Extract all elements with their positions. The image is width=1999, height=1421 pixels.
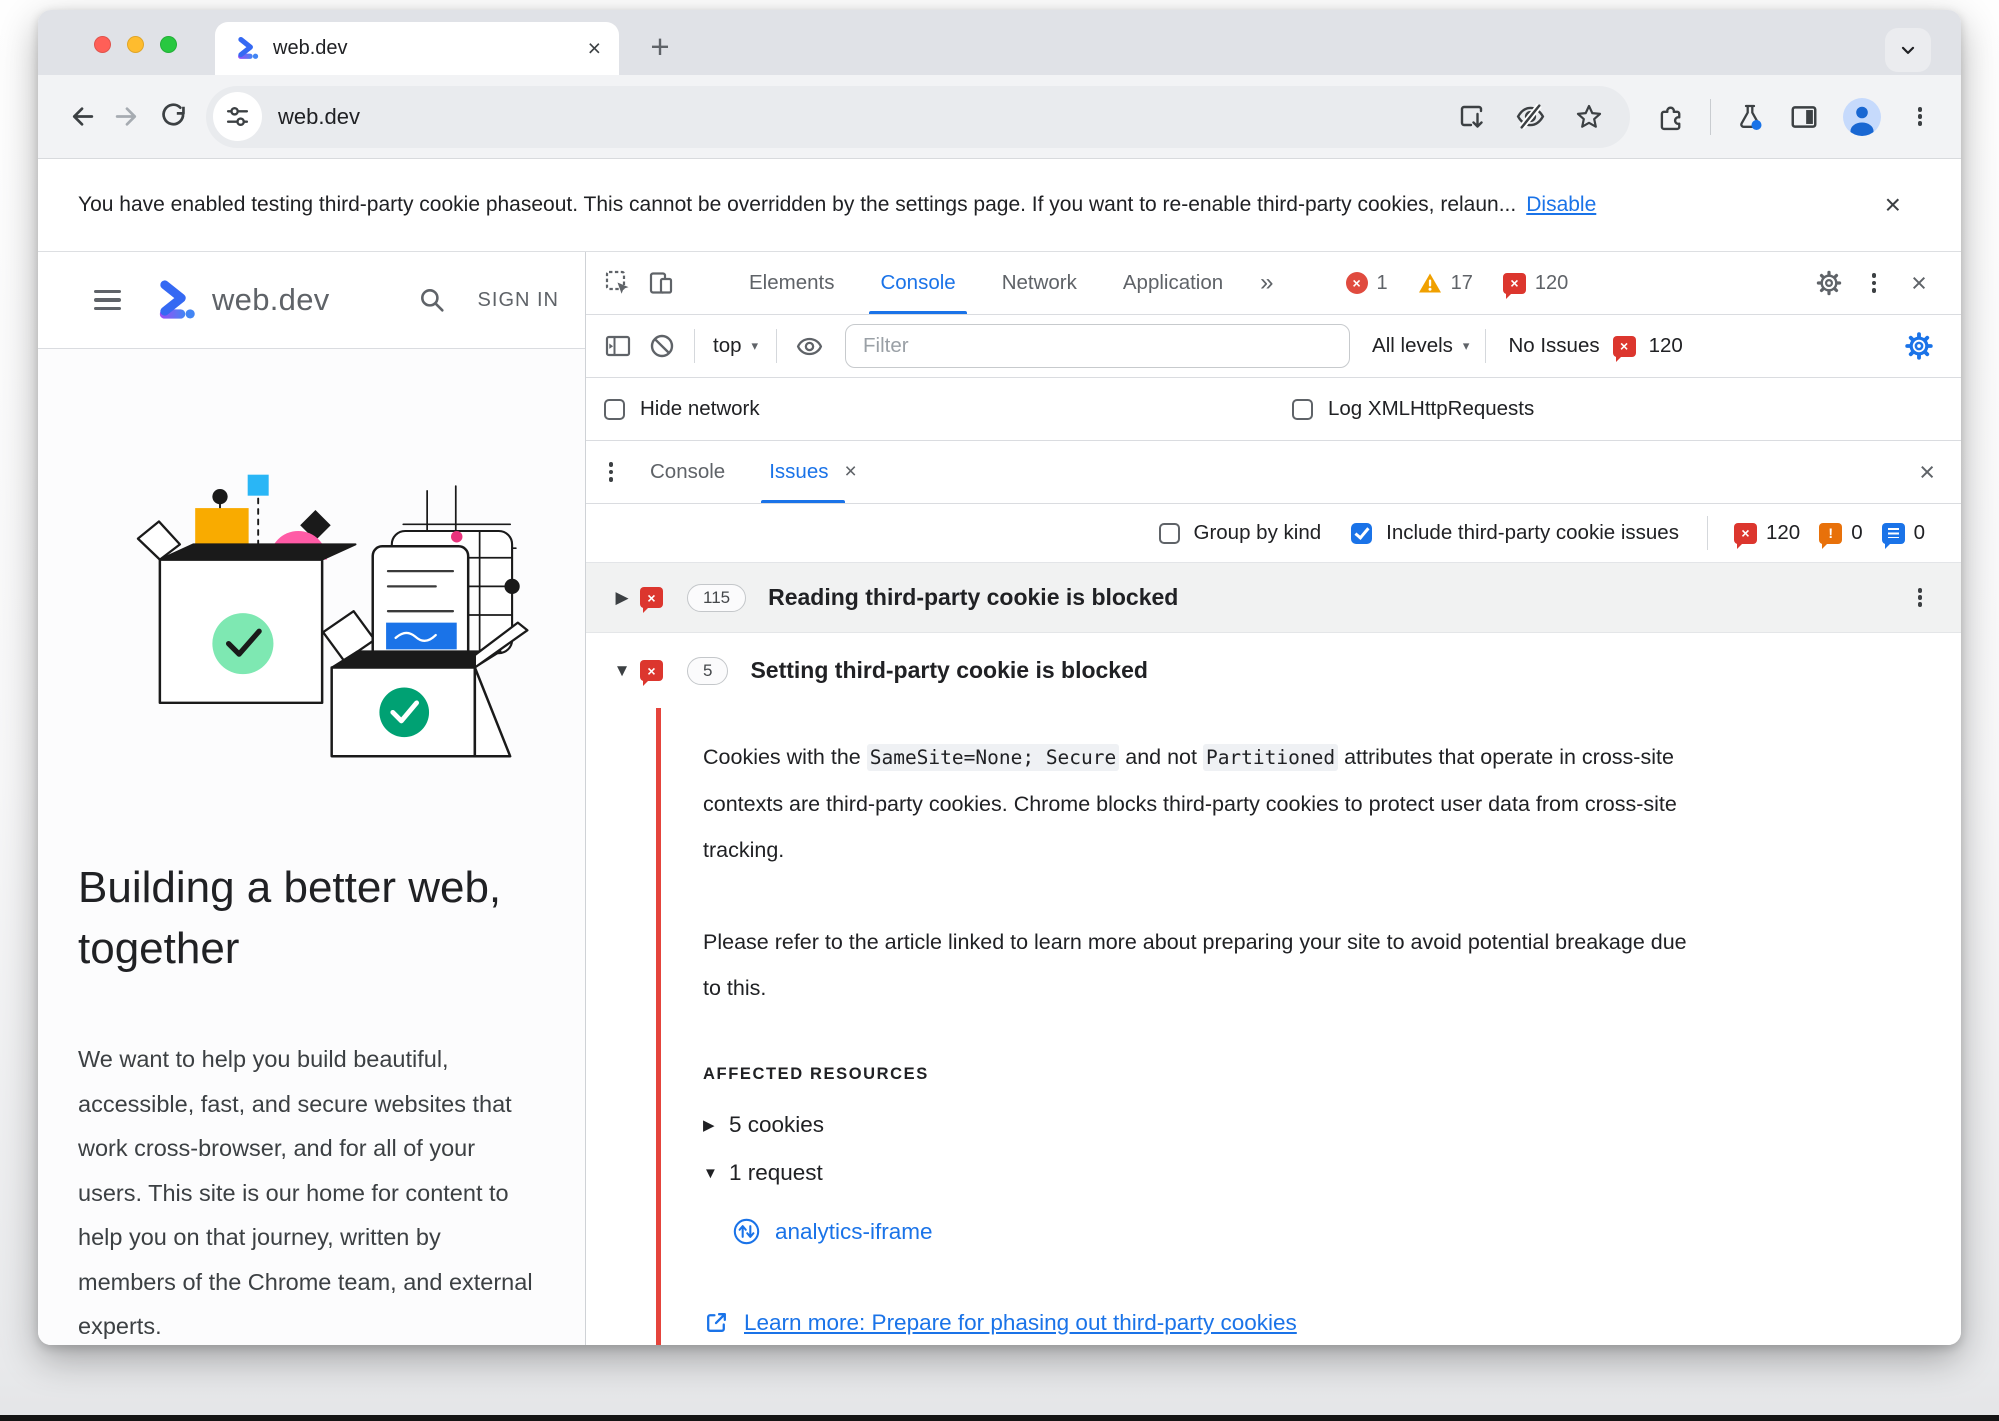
issues-count[interactable]: 120 [1534, 271, 1569, 294]
site-header [38, 252, 585, 349]
sign-in-button[interactable]: SIGN IN [477, 288, 559, 311]
issue-count-pill: 115 [687, 584, 746, 612]
issue-count-badges [1734, 521, 1925, 545]
issue-error-icon: × [640, 587, 663, 608]
toolbar-divider [1710, 99, 1711, 135]
network-request-icon [731, 1216, 762, 1247]
hide-network-checkbox[interactable] [604, 399, 625, 420]
issues-toolbar [586, 504, 1961, 563]
eye-off-tracking-icon[interactable] [1515, 101, 1546, 132]
affected-resources-heading: AFFECTED RESOURCES [703, 1065, 929, 1083]
tab-close-icon[interactable]: × [587, 35, 601, 61]
drawer-tab-bar [586, 441, 1961, 504]
issue-error-icon: × [640, 660, 663, 681]
console-filter-input[interactable] [845, 324, 1350, 368]
request-link-row[interactable] [731, 1216, 1921, 1247]
reload-button[interactable] [150, 94, 196, 140]
info-badge-icon [1882, 523, 1905, 544]
tab-application[interactable]: Application [1122, 271, 1224, 294]
tab-elements[interactable]: Elements [749, 271, 835, 294]
external-link-icon [703, 1309, 730, 1336]
side-panel-icon[interactable] [1789, 102, 1819, 132]
issues-badge-icon: × [1613, 336, 1636, 357]
browser-window [38, 10, 1961, 1345]
warning-badge-count: 0 [1851, 521, 1863, 544]
url-text[interactable]: web.dev [278, 103, 360, 129]
log-xhr-checkbox[interactable] [1292, 399, 1313, 420]
tree-expanded-icon[interactable]: ▼ [703, 1164, 718, 1182]
devtools-toolbar-right [1807, 261, 1941, 305]
forward-button[interactable] [104, 94, 150, 140]
warning-count-icon[interactable] [1418, 272, 1442, 294]
webdev-logo-icon[interactable] [151, 277, 198, 324]
browser-toolbar [38, 75, 1961, 159]
console-settings-row [586, 378, 1961, 441]
bookmark-star-icon[interactable] [1574, 102, 1604, 132]
maximize-window-button[interactable] [160, 36, 177, 53]
search-icon[interactable] [418, 286, 446, 314]
minimize-window-button[interactable] [127, 36, 144, 53]
drawer-tab-issues-label: Issues [769, 460, 829, 483]
address-bar[interactable] [206, 86, 1630, 148]
context-value: top [713, 334, 742, 357]
console-sidebar-icon[interactable] [596, 324, 640, 368]
close-window-button[interactable] [94, 36, 111, 53]
issue-count-pill: 5 [687, 657, 728, 685]
devtools-menu-kebab-icon[interactable] [1859, 261, 1889, 305]
issues-status-count: 120 [1648, 334, 1683, 357]
live-expression-eye-icon[interactable] [787, 324, 831, 368]
infobar-message: You have enabled testing third-party cookie phaseout. This cannot be overridden by the settings page. If you want to re-enable third-party cookies, relaun... [78, 193, 1517, 216]
issue-row-kebab-icon[interactable] [1905, 585, 1935, 610]
inspect-element-icon[interactable] [596, 261, 640, 305]
clear-console-icon[interactable] [640, 324, 684, 368]
console-settings-gear-icon[interactable] [1897, 324, 1941, 368]
new-tab-button[interactable]: + [650, 28, 670, 65]
learn-more-row[interactable] [703, 1309, 1921, 1336]
warning-badge-icon: ! [1819, 523, 1842, 544]
brand-name[interactable]: web.dev [212, 282, 330, 317]
issue-row-setting-cookie[interactable] [586, 633, 1961, 708]
page-paragraph: We want to help you build beautiful, accessible, fast, and secure websites that work cross-browser, and for all of your users. This site is our home for content to help you on that journey, written by members of the Chrome team, and external experts. [78, 1046, 533, 1339]
issue-description [703, 734, 1688, 873]
webdev-favicon-icon [233, 35, 260, 62]
drawer-close-icon[interactable]: × [1919, 456, 1935, 487]
tab-strip [38, 10, 1961, 75]
tree-collapsed-icon[interactable]: ▶ [703, 1117, 715, 1134]
more-tabs-icon[interactable]: » [1260, 269, 1276, 296]
code-partitioned: Partitioned [1203, 744, 1338, 771]
infobar-close-icon[interactable]: × [1884, 189, 1901, 220]
cookies-tree-row[interactable] [703, 1112, 1921, 1138]
infobar [38, 159, 1961, 252]
hide-network-label: Hide network [640, 397, 760, 420]
devtools-panel [586, 252, 1961, 1345]
drawer-tab-console[interactable]: Console [650, 460, 726, 483]
devtools-tabs [726, 252, 1290, 314]
extensions-puzzle-icon[interactable] [1656, 102, 1686, 132]
levels-value: All levels [1372, 334, 1453, 357]
issue-detail [656, 708, 1961, 1345]
code-samesite: SameSite=None; Secure [867, 744, 1120, 771]
caret-down-icon: ▾ [751, 338, 759, 353]
issues-count-icon[interactable]: × [1503, 273, 1526, 294]
learn-more-link[interactable]: Learn more: Prepare for phasing out third-party cookies [744, 1309, 1297, 1335]
console-toolbar [586, 315, 1961, 378]
expand-caret-icon[interactable]: ▶ [615, 587, 629, 607]
settings-gear-icon[interactable] [1807, 261, 1851, 305]
webdev-page [38, 252, 586, 1345]
issue-row-reading-cookie[interactable] [586, 563, 1961, 633]
tab-title: web.dev [273, 37, 348, 59]
download-icon[interactable] [1457, 102, 1487, 132]
devtools-status-counters [1346, 272, 1569, 295]
issues-status-label: No Issues [1508, 334, 1600, 357]
group-by-kind-option[interactable] [1159, 521, 1322, 545]
description-text: attributes that operate in cross-site contexts are third-party cookies. Chrome blocks third-party cookies to protect user data from cross-site tracking. [703, 745, 1677, 862]
tab-console[interactable]: Console [857, 252, 978, 314]
traffic-lights [94, 36, 177, 53]
info-badge-count: 0 [1913, 521, 1925, 544]
request-tree-row[interactable] [703, 1160, 1921, 1186]
include-third-party-checkbox[interactable] [1351, 523, 1372, 544]
back-button[interactable] [58, 94, 104, 140]
infobar-disable-link[interactable]: Disable [1526, 193, 1597, 216]
profile-avatar[interactable] [1843, 98, 1881, 136]
drawer-tab-issues[interactable] [747, 441, 879, 503]
description-text: and not [1119, 745, 1203, 769]
issue-title[interactable]: Setting third-party cookie is blocked [750, 657, 1148, 683]
log-xhr-option[interactable] [1292, 397, 1534, 421]
cookies-row-label[interactable]: 5 cookies [729, 1112, 825, 1137]
hamburger-menu-icon[interactable] [94, 285, 121, 315]
tune-icon [225, 104, 250, 129]
warning-count[interactable]: 17 [1450, 271, 1473, 294]
hero-illustration [136, 469, 556, 761]
tab-network[interactable]: Network [1001, 271, 1077, 294]
toolbar-extensions-area [1644, 98, 1947, 136]
hide-network-option[interactable] [604, 397, 1292, 421]
devtools-toolbar [586, 252, 1961, 315]
drawer-menu-kebab-icon[interactable] [594, 450, 628, 494]
caret-down-icon: ▾ [1462, 338, 1470, 353]
device-toolbar-icon[interactable] [640, 261, 684, 305]
hero-section [38, 349, 585, 1345]
omnibox-actions [1457, 101, 1604, 132]
request-link[interactable]: analytics-iframe [775, 1218, 933, 1244]
include-third-party-option[interactable] [1351, 521, 1679, 545]
issues-status[interactable] [1502, 334, 1688, 358]
include-third-party-label: Include third-party cookie issues [1386, 521, 1679, 544]
screen-edge [0, 1415, 1999, 1421]
drawer-tab-close-icon[interactable]: × [844, 460, 857, 483]
error-count[interactable]: 1 [1376, 271, 1388, 294]
group-by-kind-label: Group by kind [1193, 521, 1322, 544]
context-selector[interactable] [705, 334, 766, 358]
error-badge-count: 120 [1765, 521, 1801, 544]
page-headline: Building a better web, together [78, 863, 502, 973]
tab-search-button[interactable] [1885, 28, 1931, 72]
browser-menu-kebab-icon[interactable] [1905, 104, 1935, 129]
devtools-close-icon[interactable]: × [1911, 267, 1927, 298]
error-count-icon[interactable]: × [1346, 272, 1368, 294]
group-by-kind-checkbox[interactable] [1159, 523, 1180, 544]
issue-description-2: Please refer to the article linked to learn more about preparing your site to avoid potential breakage due to this. [703, 930, 1687, 1000]
collapse-caret-icon[interactable]: ▼ [613, 660, 631, 680]
site-settings-button[interactable] [213, 92, 262, 141]
log-xhr-label: Log XMLHttpRequests [1328, 397, 1535, 420]
description-text: Cookies with the [703, 745, 867, 769]
log-levels-selector[interactable] [1372, 334, 1469, 358]
chevron-down-icon [1898, 40, 1918, 60]
error-badge-icon: × [1734, 523, 1757, 544]
experiments-flask-icon[interactable] [1735, 102, 1765, 132]
browser-tab[interactable] [215, 22, 619, 75]
issue-title[interactable]: Reading third-party cookie is blocked [768, 584, 1179, 610]
request-row-label[interactable]: 1 request [729, 1160, 823, 1185]
